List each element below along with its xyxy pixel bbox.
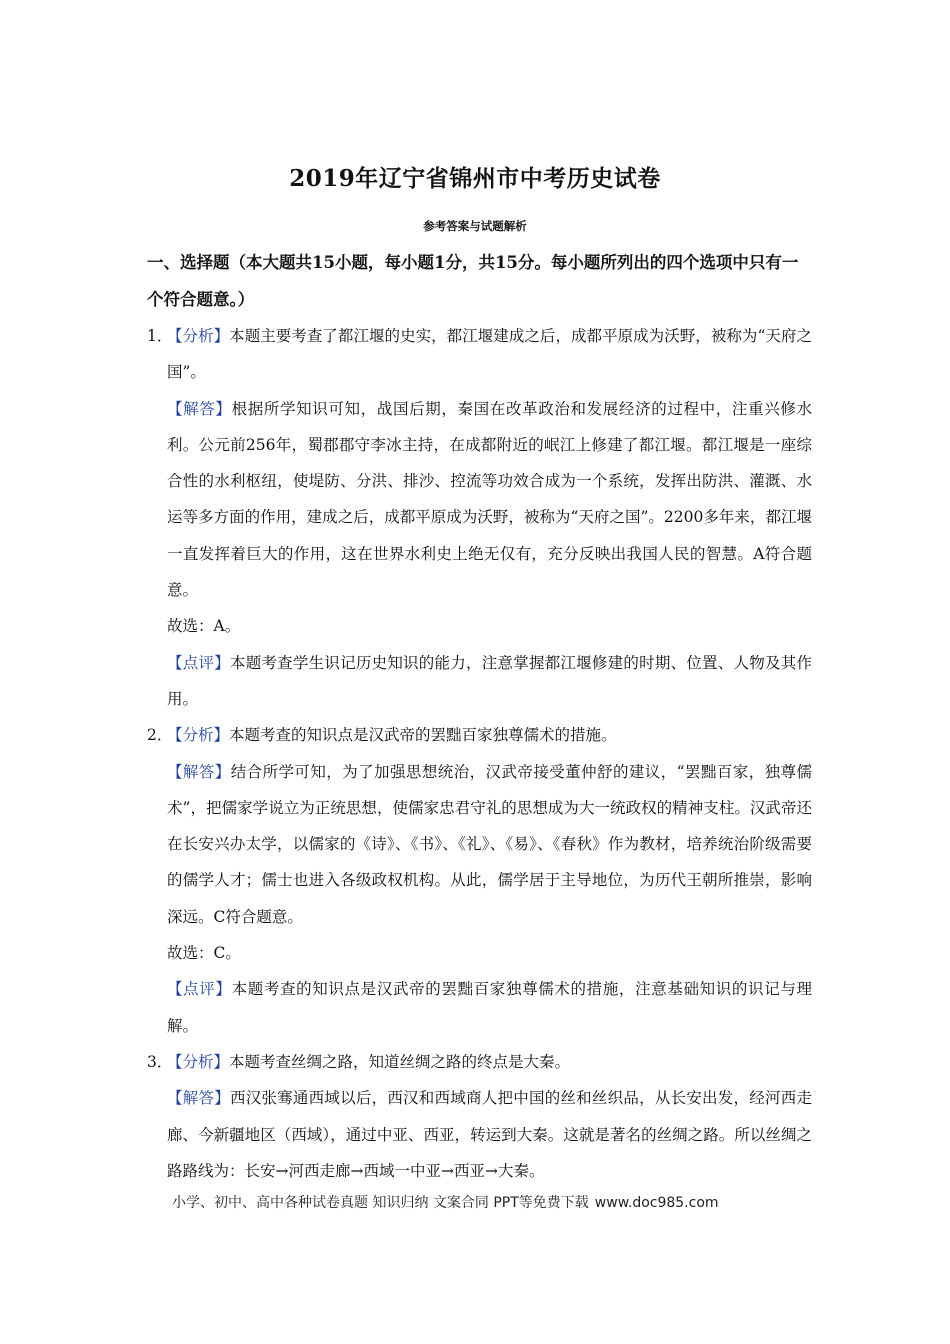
comment-text: 本题考查的知识点是汉武帝的罢黜百家独尊儒术的措施，注意基础知识的识记与理解。 bbox=[167, 980, 812, 1035]
answer-tag: 【解答】 bbox=[167, 1089, 230, 1108]
question-number: 2． bbox=[147, 726, 173, 745]
question-1 bbox=[147, 318, 812, 717]
question-3 bbox=[147, 1044, 812, 1189]
analysis-tag: 【分析】 bbox=[167, 726, 230, 745]
question-2 bbox=[147, 717, 812, 1044]
answer-text: 西汉张骞通西域以后，西汉和西域商人把中国的丝和丝织品，从长安出发，经河西走廊、今新疆地区（西域），通过中亚、西亚，转运到大秦。这就是著名的丝绸之路。所以丝绸之路路线为：长安→河西走廊→西域一中亚→西亚→大秦。 bbox=[167, 1089, 812, 1180]
comment-text: 本题考查学生识记历史知识的能力，注意掌握都江堰修建的时期、位置、人物及其作用。 bbox=[167, 653, 812, 708]
document-title: 2019年辽宁省锦州市中考历史试卷 bbox=[289, 165, 661, 192]
answer-text: 根据所学知识可知，战国后期，秦国在改革政治和发展经济的过程中，注重兴修水利。公元前256年，蜀郡郡守李冰主持，在成都附近的岷江上修建了都江堰。都江堰是一座综合性的水利枢纽，使堤防、分洪、排沙、控流等功效合成为一个系统，发挥出防洪、灌溉、水运等多方面的作用，建成之后，成都平原成为沃野，被称为“天府之国”。2200多年来，都江堰一直发挥着巨大的作用，这在世界水利史上绝无仅有，充分反映出我国人民的智慧。A符合题意。 bbox=[167, 399, 812, 600]
page-footer bbox=[172, 1192, 719, 1212]
analysis-text: 本题主要考查了都江堰的史实，都江堰建成之后，成都平原成为沃野，被称为“天府之国”。 bbox=[167, 327, 812, 382]
comment-tag: 【点评】 bbox=[167, 980, 232, 999]
document-subtitle: 参考答案与试题解析 bbox=[423, 219, 527, 233]
analysis-text: 本题考查的知识点是汉武帝的罢黜百家独尊儒术的措施。 bbox=[229, 726, 617, 745]
section-heading: 一、选择题（本大题共15小题，每小题1分，共15分。每小题所列出的四个选项中只有一个符合题意。） bbox=[147, 253, 799, 309]
analysis-tag: 【分析】 bbox=[167, 1052, 230, 1071]
answer-list bbox=[147, 318, 812, 1189]
footer-site-link[interactable]: www.doc985.com bbox=[594, 1195, 719, 1211]
answer-tag: 【解答】 bbox=[167, 399, 232, 418]
footer-text: 小学、初中、高中各种试卷真题 知识归纳 文案合同 PPT等免费下载 bbox=[172, 1195, 589, 1211]
answer-tag: 【解答】 bbox=[167, 762, 231, 781]
question-number: 3． bbox=[147, 1052, 173, 1071]
analysis-text: 本题考查丝绸之路，知道丝绸之路的终点是大秦。 bbox=[229, 1052, 571, 1071]
analysis-tag: 【分析】 bbox=[167, 327, 230, 345]
choice-text: 故选：C。 bbox=[167, 944, 241, 963]
comment-tag: 【点评】 bbox=[167, 653, 230, 672]
answer-text: 结合所学可知，为了加强思想统治，汉武帝接受董仲舒的建议，“罢黜百家，独尊儒术”，把儒家学说立为正统思想，使儒家忠君守礼的思想成为大一统政权的精神支柱。汉武帝还在长安兴办太学，以儒家的《诗》、《书》、《礼》、《易》、《春秋》作为教材，培养统治阶级需要的儒学人才；儒士也进入各级政权机构。从此，儒学居于主导地位，为历代王朝所推崇，影响深远。C符合题意。 bbox=[167, 762, 812, 926]
choice-text: 故选：A。 bbox=[167, 617, 241, 636]
question-number: 1． bbox=[147, 327, 173, 345]
